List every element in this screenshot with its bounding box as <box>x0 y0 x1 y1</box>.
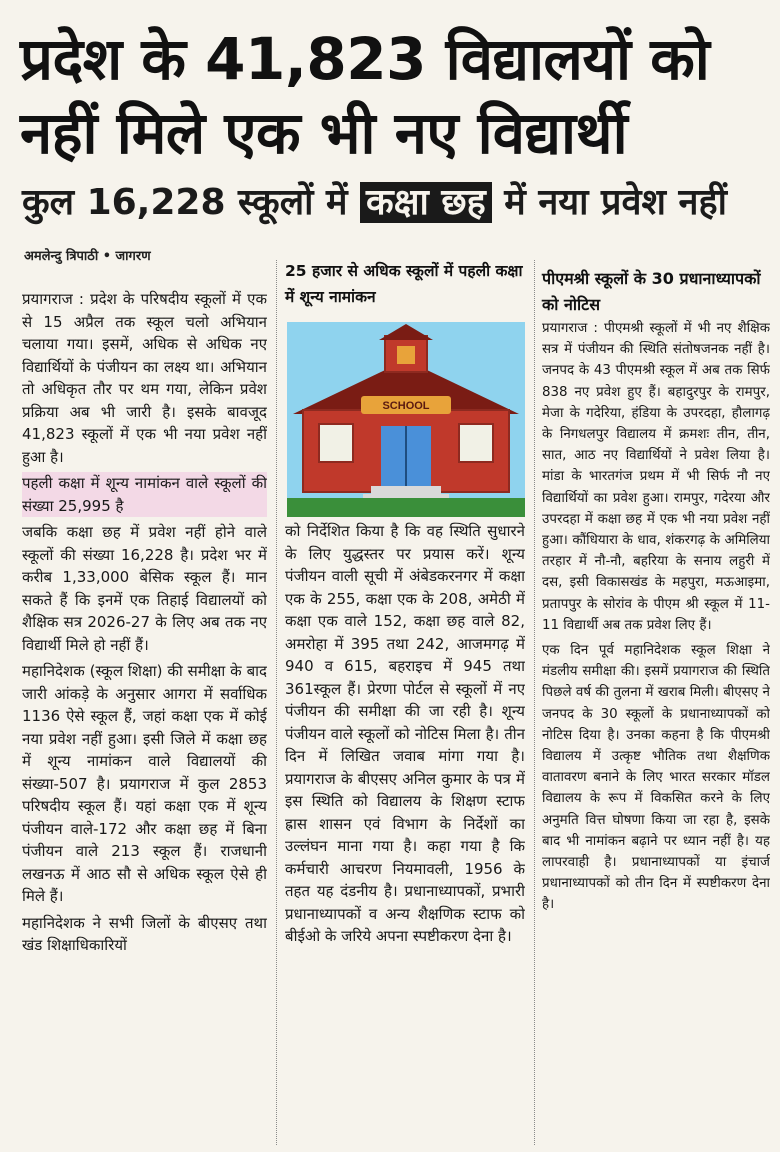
subheadline-post: में नया प्रवेश नहीं <box>504 182 727 223</box>
paragraph: महानिदेशक ने सभी जिलों के बीएसए तथा खंड शिक्षाधिकारियों <box>22 913 267 954</box>
bell-icon <box>397 346 415 364</box>
window-left <box>319 424 353 462</box>
subheadline-pre: कुल 16,228 स्कूलों में <box>22 182 348 223</box>
paragraph: एक दिन पूर्व महानिदेशक स्कूल शिक्षा ने मंडलीय समीक्षा की। इसमें प्रयागराज की स्थिति पिछले वर्ष की तुलना में खराब मिली। बीएसए ने जनपद के 30 स्कूलों के प्रधानाध्यापकों को नोटिस दिया है। उनका कहना है कि पीएमश्री विद्यालय में उत्कृष्ट भौतिक तथा शैक्षणिक वातावरण बनाने के लिए भारत सरकार मॉडल विद्यालय के रूप में विकसित करने के लिए अनुमति वित्त घोषणा किया जा रहा है, इसके बाद भी नामांकन बढ़ाने पर ध्यान नहीं है। यह लापरवाही है। प्रधानाध्यापकों या इंचार्ज प्रधानाध्यापकों को तीन दिन में स्पष्टीकरण देना है। <box>542 643 770 913</box>
subheadline <box>22 178 767 228</box>
byline: अमलेन्दु त्रिपाठी • जागरण <box>24 249 151 264</box>
column-b <box>285 520 525 1145</box>
headline: प्रदेश के 41,823 विद्यालयों को नहीं मिले एक भी नए विद्यार्थी <box>20 25 710 167</box>
column-b-heading: 25 हजार से अधिक स्कूलों में पहली कक्षा में शून्य नामांकन <box>285 262 523 306</box>
paragraph: महानिदेशक (स्कूल शिक्षा) की समीक्षा के बाद जारी आंकड़े के अनुसार आगरा में सर्वाधिक 1136 ऐसे स्कूल हैं, जहां कक्षा एक में कोई नया प्रवेश नहीं हुआ। इसी जिले में कक्षा छह में शून्य नामांकन वाले विद्यालयों की संख्या-507 है। प्रयागराज में कुल 2853 परिषदीय स्कूल हैं। यहां कक्षा एक में शून्य पंजीयन वाले-172 और कक्षा छह में बिना पंजीयन वाले 213 स्कूल हैं। राजधानी लखनऊ में आठ सौ से अधिक स्कूल ऐसे ही मिले हैं। <box>22 662 267 905</box>
column-divider <box>276 260 277 1145</box>
paragraph: प्रयागराज : पीएमश्री स्कूलों में भी नए शैक्षिक सत्र में पंजीयन की स्थिति संतोषजनक नहीं है। जनपद के 43 पीएमश्री स्कूल में अब तक सिर्फ 838 नए प्रवेश हुए हैं। बहादुरपुर के रामपुर, मेजा के गदेरिया, हंडिया के उपरदहा, हौलागढ़ के निगधलपुर विद्यालय में क्रमशः तीन, तीन, सात, आठ नए विद्यार्थियों ने प्रवेश लिया है। मांडा के भारतगंज प्रथम में भी सिर्फ नौ नए विद्यार्थियों का प्रवेश हुआ। रामपुर, गदेरया और उपरदहा में कक्षा छह में एक भी नया प्रवेश नहीं हुआ। कौंधियारा के धाव, शंकरगढ़ के अमिलिया तरहार में नौ-नौ, बहरिया के सनाय लहुरी में दस, इसी विकासखंड के महपुरा, मऊआइमा, प्रतापपुर के सोरांव के पीएम श्री स्कूल में 11-11 विद्यार्थी अब तक प्रवेश लिए हैं। <box>542 321 770 633</box>
column-c-heading: पीएमश्री स्कूलों के 30 प्रधानाध्यापकों को नोटिस <box>542 269 761 314</box>
school-sign-text: SCHOOL <box>382 400 430 412</box>
paragraph-highlighted: पहली कक्षा में शून्य नामांकन वाले स्कूलों की संख्या 25,995 है <box>22 472 267 517</box>
paragraph: को निर्देशित किया है कि वह स्थिति सुधारने के लिए युद्धस्तर पर प्रयास करें। शून्य पंजीयन वाली सूची में अंबेडकरनगर में कक्षा एक के 255, कक्षा एक के 208, अमेठी में कक्षा एक वाले 152, कक्षा छह वाले 82, अमरोहा में 395 तथा 242, आजमगढ़ में 940 व 615, बहराइच में 945 तथा 361स्कूल हैं। प्रेरणा पोर्टल से स्कूलों में नए पंजीयन की समीक्षा की जा रही है। शून्य पंजीयन वाले स्कूलों को नोटिस मिला है। तीन दिन में लिखित जवाब मांगा गया है। प्रयागराज के बीएसए अनिल कुमार के पत्र में इस स्थिति को विद्यालय के शिक्षण स्टाफ ह्रास शासन एवं विभाग के निर्देशों का उल्लंघन माना गया है। कहा गया है कि कर्मचारी आचरण नियमावली, 1956 के तहत यह दंडनीय है। प्रधानाध्यापकों, प्रभारी प्रधानाध्यापकों व अन्य शैक्षणिक स्टाफ को बीईओ के जरिये अपना स्पष्टीकरण देना है। <box>285 522 525 945</box>
column-c <box>542 318 770 1148</box>
window-right <box>459 424 493 462</box>
column-divider <box>534 260 535 1145</box>
steps <box>371 486 441 494</box>
subheadline-highlight: कक्षा छह <box>360 182 492 223</box>
column-a <box>22 288 267 1146</box>
paragraph: जबकि कक्षा छह में प्रवेश नहीं होने वाले स्कूलों की संख्या 16,228 है। प्रदेश भर में करीब 1,33,000 बेसिक स्कूल हैं। मान सकते हैं कि इनमें एक तिहाई विद्यालयों को शैक्षिक सत्र 2026-27 के लिए अब तक नए विद्यार्थी मिले हो नहीं हैं। <box>22 523 267 654</box>
school-illustration <box>287 322 525 517</box>
paragraph-intro: प्रयागराज : प्रदेश के परिषदीय स्कूलों में एक से 15 अप्रैल तक स्कूल चलो अभियान चलाया गया। इसमें, अधिक से अधिक नए विद्यार्थियों के पंजीयन का लक्ष्य था। अभियान तो अधिकृत तौर पर थम गया, लेकिन प्रवेश प्रक्रिया अब भी जारी है। इसके बावजूद 41,823 स्कूलों में एक भी नया प्रवेश नहीं हुआ है। <box>22 290 267 466</box>
grass <box>287 498 525 517</box>
